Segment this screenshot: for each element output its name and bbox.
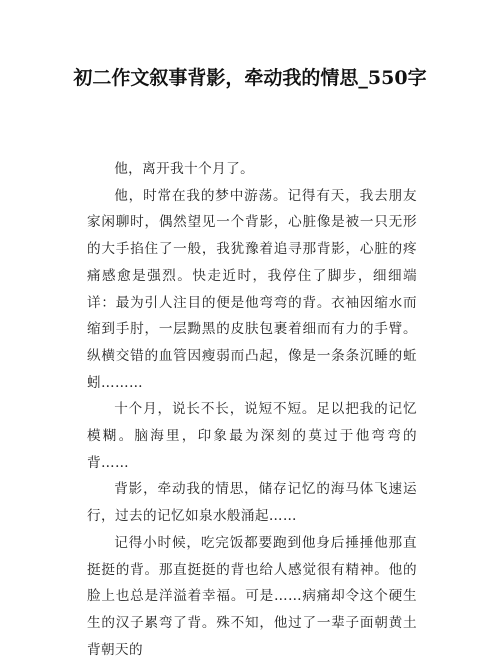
article-body (87, 156, 417, 663)
paragraph: 记得小时候，吃完饭都要跑到他身后捶捶他那直挺挺的背。那直挺挺的背也给人感觉很有精神。他的脸上也总是洋溢着幸福。可是……病痛却令这个硬生生的汉子累弯了背。殊不知，他过了一辈子面朝黄土背朝天的 (87, 534, 417, 658)
paragraph: 十个月，说长不长，说短不短。足以把我的记忆模糊。脑海里，印象最为深刻的莫过于他弯弯的背…… (87, 401, 417, 471)
paragraph: 背影，牵动我的情思，储存记忆的海马体飞速运行，过去的记忆如泉水般涌起…… (87, 481, 417, 525)
article-title: 初二作文叙事背影，牵动我的情思_550字 (73, 67, 427, 89)
paragraph: 他，离开我十个月了。 (114, 161, 255, 177)
paragraph: 他，时常在我的梦中游荡。记得有天，我去朋友家闲聊时，偶然望见一个背影，心脏像是被一只无形的大手掐住了一般，我犹豫着追寻那背影，心脏的疼痛感愈是强烈。快走近时，我停住了脚步，细细端详：最为引人注目的便是他弯弯的背。衣袖因缩水而缩到手肘，一层黝黑的皮肤包裹着细而有力的手臂。纵横交错的血管因瘦弱而凸起，像是一条条沉睡的蚯蚓……… (87, 187, 417, 391)
